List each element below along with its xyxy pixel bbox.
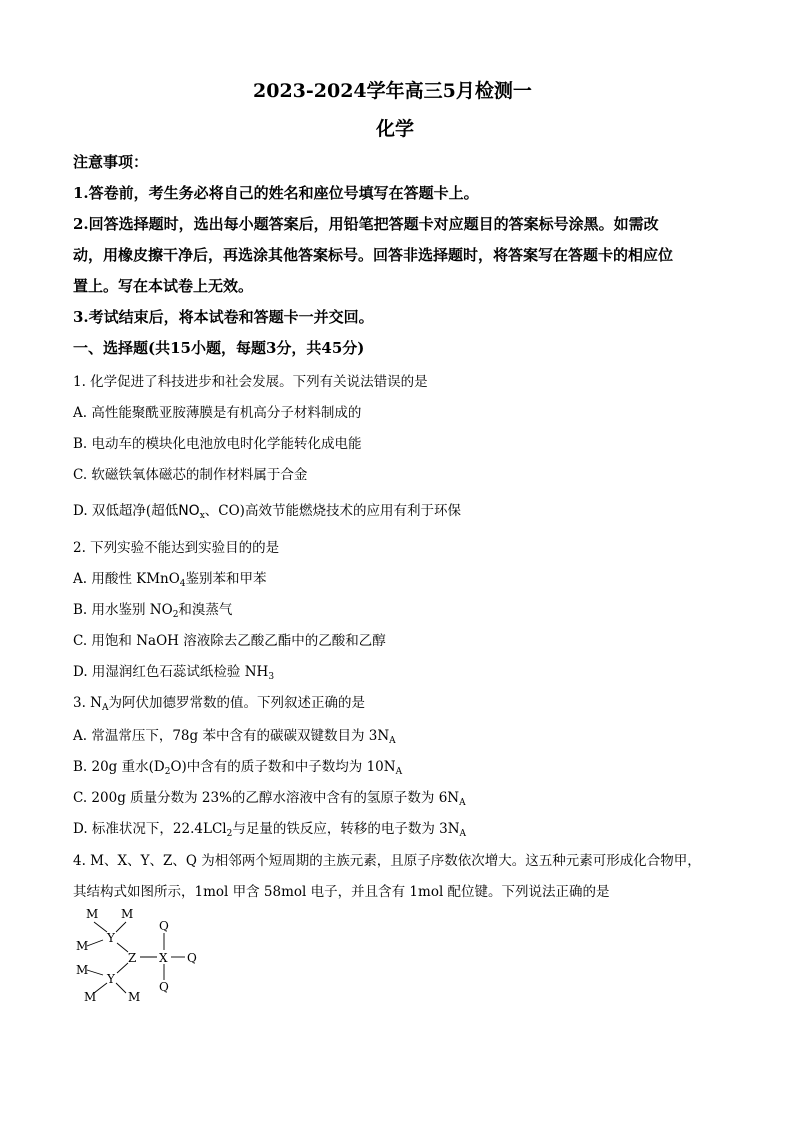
subscript: A — [459, 829, 467, 839]
q3-option-a-text: A. 常温常压下，78g 苯中含有的碳碳双键数目为 3N — [73, 728, 390, 744]
notice-item-3: 3.考试结束后，将本试卷和答题卡一并交回。 — [73, 308, 374, 326]
atom-m: M — [86, 907, 99, 921]
q1-option-c: C. 软磁铁氧体磁芯的制作材料属于合金 — [73, 467, 308, 483]
subscript: 3 — [268, 672, 275, 682]
atom-m: M — [84, 990, 97, 1004]
q3-option-b-text: B. 20g 重水(D — [73, 759, 165, 775]
q3-option-b — [73, 755, 402, 777]
subscript: 2 — [172, 610, 179, 620]
q1-option-d-text: D. 双低超净(超低 — [73, 503, 179, 519]
structural-formula-diagram — [70, 905, 210, 1005]
notice-item-2-line-1: 2.回答选择题时，选出每小题答案后，用铅笔把答题卡对应题目的答案标号涂黑。如需改 — [73, 215, 659, 233]
q3-option-d-text-2: 与足量的铁反应，转移的电子数为 3N — [232, 821, 460, 837]
subscript: A — [101, 703, 109, 713]
q1-option-b: B. 电动车的模块化电池放电时化学能转化成电能 — [73, 436, 362, 452]
atom-y: Y — [107, 931, 115, 945]
atom-m: M — [76, 939, 89, 953]
subscript: 2 — [226, 829, 233, 839]
notice-item-2-line-3: 置上。写在本试卷上无效。 — [73, 277, 254, 295]
notice-item-1: 1.答卷前，考生务必将自己的姓名和座位号填写在答题卡上。 — [73, 184, 479, 202]
atom-m: M — [76, 963, 89, 977]
q2-option-a — [73, 567, 267, 589]
atom-m: M — [121, 907, 134, 921]
subscript: 2 — [164, 767, 171, 777]
atom-z: Z — [128, 951, 137, 965]
notice-heading: 注意事项： — [73, 153, 149, 171]
q3-option-d — [73, 817, 466, 839]
notice-item-2-line-2: 动，用橡皮擦干净后，再选涂其他答案标号。回答非选择题时，将答案写在答题卡的相应位 — [73, 246, 674, 264]
q2-option-d — [73, 660, 274, 682]
subscript: A — [389, 736, 396, 746]
q2-stem: 2. 下列实验不能达到实验目的的是 — [73, 540, 280, 556]
atom-m: M — [128, 990, 141, 1004]
q1-stem: 1. 化学促进了科技进步和社会发展。下列有关说法错误的是 — [73, 374, 428, 390]
q3-stem — [73, 691, 365, 713]
atom-x: X — [159, 951, 168, 965]
atom-q: Q — [187, 951, 197, 965]
subscript: A — [395, 767, 403, 777]
q2-option-b-text-2: 和溴蒸气 — [178, 602, 233, 618]
q3-option-d-text: D. 标准状况下，22.4LCl — [73, 821, 227, 837]
q2-option-a-text: A. 用酸性 KMnO — [73, 571, 180, 587]
q3-option-c-text: C. 200g 质量分数为 23%的乙醇水溶液中含有的氢原子数为 6N — [73, 790, 460, 806]
formula-no-subscript: x — [199, 511, 205, 521]
q2-option-a-text-2: 鉴别苯和甲苯 — [185, 571, 267, 587]
q3-option-a — [73, 724, 396, 746]
subject-title: 化学 — [376, 118, 415, 140]
q1-option-d-text-2: 、CO)高效节能燃烧技术的应用有利于环保 — [204, 503, 461, 519]
q2-option-b — [73, 598, 232, 620]
section-heading: 一、选择题(共15小题，每题3分，共45分) — [73, 339, 365, 357]
q3-stem-text-2: 为阿伏加德罗常数的值。下列叙述正确的是 — [108, 695, 365, 711]
q1-option-d — [73, 499, 461, 521]
subscript: 4 — [179, 579, 186, 589]
q4-stem-line-1: 4. M、X、Y、Z、Q 为相邻两个短周期的主族元素，且原子序数依次增大。这五种元素可形成化合物甲， — [73, 853, 701, 869]
q1-option-a: A. 高性能聚酰亚胺薄膜是有机高分子材料制成的 — [73, 405, 362, 421]
q4-stem-line-2: 其结构式如图所示，1mol 甲含 58mol 电子，并且含有 1mol 配位键。下列说法正确的是 — [73, 884, 610, 900]
subscript: A — [459, 798, 466, 808]
formula-no: NO — [178, 503, 200, 519]
atom-y: Y — [107, 972, 115, 986]
atom-q: Q — [159, 919, 169, 933]
q2-option-b-text: B. 用水鉴别 NO — [73, 602, 173, 618]
q2-option-d-text: D. 用湿润红色石蕊试纸检验 NH — [73, 664, 269, 680]
q3-stem-text: 3. N — [73, 695, 102, 711]
atom-q: Q — [159, 980, 169, 994]
q3-option-c — [73, 786, 466, 808]
exam-title: 2023-2024学年高三5月检测一 — [253, 80, 532, 102]
q3-option-b-text-2: O)中含有的质子数和中子数均为 10N — [170, 759, 396, 775]
q2-option-c: C. 用饱和 NaOH 溶液除去乙酸乙酯中的乙酸和乙醇 — [73, 633, 386, 649]
